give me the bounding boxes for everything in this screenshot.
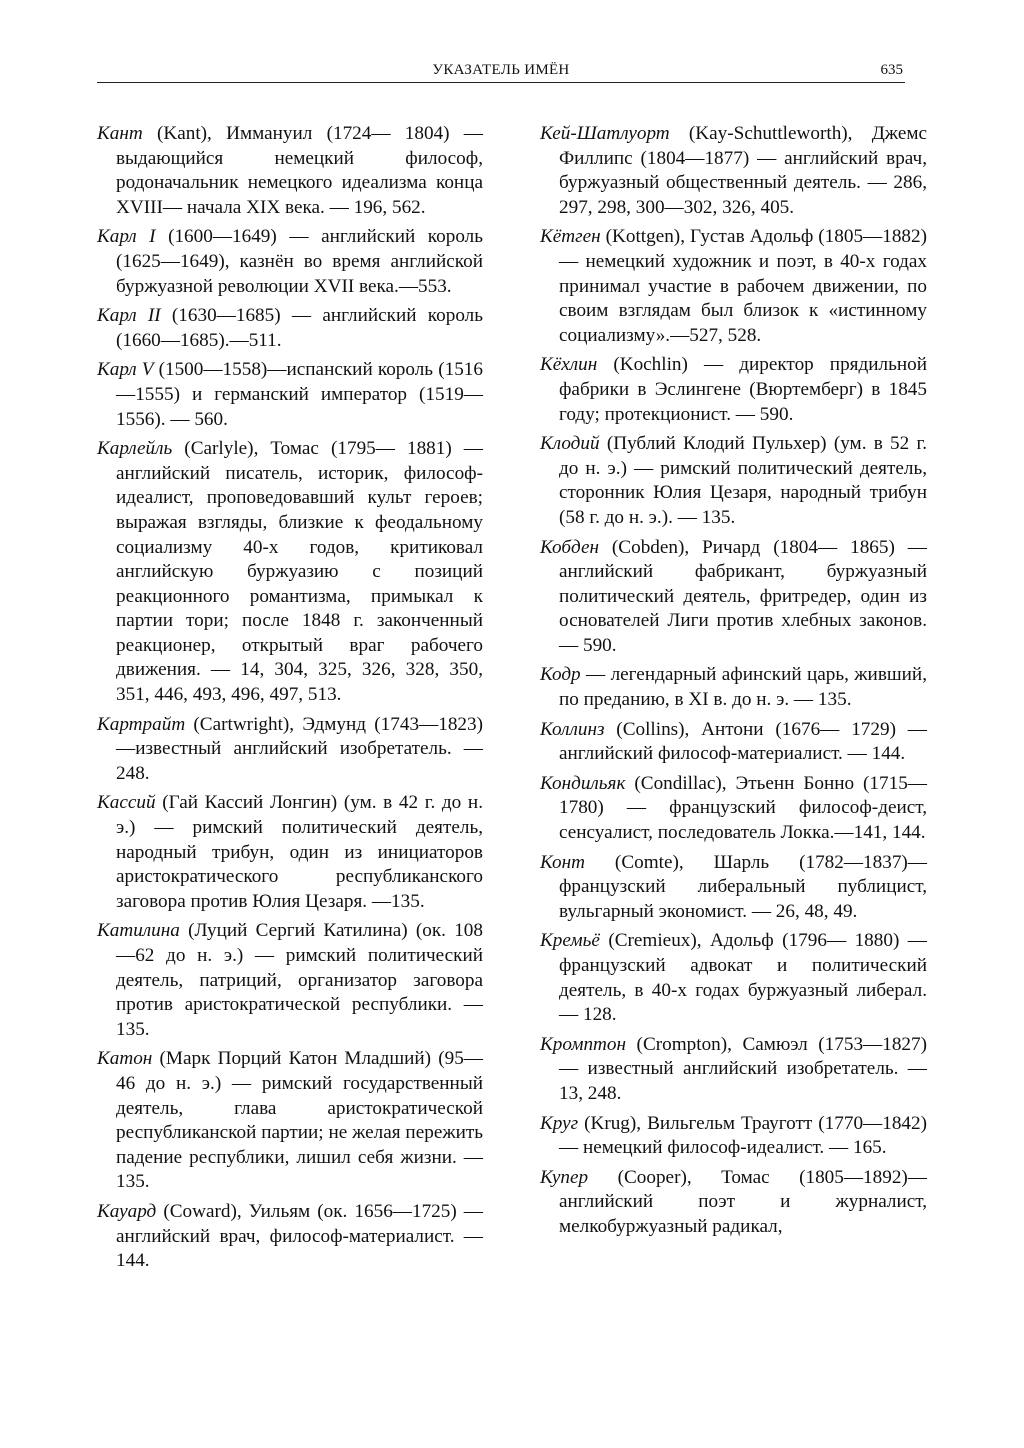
index-entry: [97, 304, 483, 353]
index-entry: [540, 929, 927, 1027]
index-entry: [97, 437, 483, 708]
index-entry: [97, 1047, 483, 1195]
left-column: [97, 122, 483, 1279]
entry-name: Купер: [540, 1166, 589, 1188]
entry-name: Конт: [540, 851, 585, 873]
entry-text: (Kottgen), Густав Адольф (1805—1882) — немецкий художник и поэт, в 40-х годах принимал участие в рабочем движении, по своим взглядам был близок к «истинному социализму».—527, 528.: [559, 226, 927, 346]
index-entry: [97, 1200, 483, 1274]
entry-text: (Crеmieux), Адольф (1796— 1880) — французский адвокат и политический деятель, в 40-х годах буржуазный либерал. — 128.: [559, 930, 927, 1026]
entry-name: Кобден: [540, 536, 599, 558]
entry-name: Круг: [540, 1112, 579, 1134]
entry-text: (Kay-Schuttleworth), Джемс Филлипс (1804—1877) — английский врач, буржуазный общественный деятель. — 286, 297, 298, 300—302, 326, 405.: [559, 123, 927, 218]
entry-name: Катилина: [97, 920, 180, 942]
entry-name: Кауард: [97, 1200, 157, 1222]
right-column: [540, 122, 927, 1245]
entry-name: Карлейль: [97, 438, 173, 460]
index-entry: [540, 225, 927, 348]
index-entry: [540, 1033, 927, 1107]
entry-text: (Krug), Вильгельм Трауготт (1770—1842) — немецкий философ-идеалист. — 165.: [559, 1112, 927, 1159]
entry-text: (Kant), Иммануил (1724— 1804) — выдающийся немецкий философ, родоначальник немецкого идеализма конца XVIII— начала XIX века. — 196, 562.: [116, 123, 483, 218]
entry-name: Кассий: [97, 792, 156, 814]
index-entry: [540, 1112, 927, 1161]
entry-name: Клодий: [540, 433, 600, 455]
entry-text: (Kochlin) — директор прядильной фабрики в Эслингене (Вюртемберг) в 1845 году; протекционист. — 590.: [559, 354, 927, 425]
entry-text: (Cooper), Томас (1805—1892)— английский поэт и журналист, мелкобуржуазный радикал,: [559, 1166, 927, 1237]
index-entry: [540, 772, 927, 846]
index-entry: [97, 122, 483, 220]
entry-text: (Cobden), Ричард (1804— 1865) — английский фабрикант, буржуазный политический деятель, фритредер, один из основателей Лиги против хлебных законов. — 590.: [559, 536, 927, 656]
entry-name: Картрайт: [97, 713, 186, 735]
entry-text: (Публий Клодий Пульхер) (ум. в 52 г. до н. э.) — римский политический деятель, сторонник Юлия Цезаря, народный трибун (58 г. до н. э.). — 135.: [559, 433, 927, 528]
entry-text: (1600—1649) — английский король (1625—1649), казнён во время английской буржуазной революции XVII века.—553.: [116, 226, 483, 297]
entry-text: (1630—1685) — английский король (1660—1685).—511.: [116, 305, 483, 351]
index-entry: [97, 919, 483, 1042]
entry-name: Катон: [97, 1048, 153, 1070]
index-entry: [97, 358, 483, 432]
index-entry: [540, 1166, 927, 1240]
entry-text: (Condillac), Этьенн Бонно (1715—1780) — французский философ-деист, сенсуалист, последователь Локка.—141, 144.: [559, 772, 927, 844]
entry-text: (Comte), Шарль (1782—1837)— французский либеральный публицист, вульгарный экономист. — 26, 48, 49.: [559, 851, 927, 922]
index-entry: [540, 851, 927, 925]
entry-name: Кодр: [540, 664, 581, 686]
page-header: [97, 62, 905, 83]
index-entry: [540, 718, 927, 767]
index-entry: [540, 432, 927, 530]
entry-text: (Луций Сергий Катилина) (ок. 108—62 до н. э.) — римский политический деятель, патриций, организатор заговора против аристократической республики. — 135.: [116, 920, 483, 1040]
running-title: УКАЗАТЕЛЬ ИМЁН: [432, 62, 570, 78]
entry-text: (1500—1558)—испанский король (1516—1555) и германский император (1519—1556). — 560.: [116, 359, 483, 430]
entry-text: (Cartwright), Эдмунд (1743—1823) —известный английский изобретатель. — 248.: [116, 713, 483, 784]
entry-name: Кёхлин: [540, 354, 598, 376]
index-entry: [540, 353, 927, 427]
entry-name: Кондильяк: [540, 772, 626, 794]
entry-name: Карл V: [97, 359, 154, 381]
entry-name: Коллинз: [540, 718, 605, 740]
entry-name: Кромптон: [540, 1033, 627, 1055]
entry-name: Кремьё: [540, 930, 600, 952]
entry-text: (Марк Порций Катон Младший) (95—46 до н. э.) — римский государственный деятель, глава аристократической республиканской партии; не желая пережить падение республики, лишил себя жизни. —135.: [116, 1048, 483, 1193]
index-entry: [97, 225, 483, 299]
entry-name: Карл I: [97, 226, 156, 248]
index-entry: [540, 663, 927, 712]
entry-name: Карл II: [97, 305, 161, 327]
index-entry: [97, 791, 483, 914]
page-number: 635: [880, 62, 903, 78]
index-entry: [540, 536, 927, 659]
entry-name: Кей-Шатлуорт: [540, 123, 670, 144]
entry-name: Кант: [97, 123, 143, 144]
index-entry: [540, 122, 927, 220]
entry-name: Кётген: [540, 226, 601, 248]
entry-text: (Coward), Уильям (ок. 1656—1725) — английский врач, философ-материалист. —144.: [116, 1200, 483, 1272]
entry-text: (Гай Кассий Лонгин) (ум. в 42 г. до н. э.) — римский политический деятель, народный трибун, один из инициаторов аристократического республиканского заговора против Юлия Цезаря. —135.: [116, 792, 483, 912]
entry-text: (Carlyle), Томас (1795— 1881) — английский писатель, историк, философ-идеалист, проповедовавший культ героев; выражая взгляды, близкие к феодальному социализму 40-х годов, критиковал английскую буржуазию с позиций реакционного романтизма, примыкал к партии тори; после 1848 г. законченный реакционер, открытый враг рабочего движения. — 14, 304, 325, 326, 328, 350, 351, 446, 493, 496, 497, 513.: [116, 438, 483, 706]
index-entry: [97, 713, 483, 787]
entry-text: (Crompton), Самюэл (1753—1827) — известный английский изобретатель. — 13, 248.: [559, 1033, 927, 1104]
entry-text: (Collins), Антони (1676— 1729) — английский философ-материалист. — 144.: [559, 718, 927, 765]
entry-text: — легендарный афинский царь, живший, по преданию, в XI в. до н. э. — 135.: [559, 664, 927, 711]
